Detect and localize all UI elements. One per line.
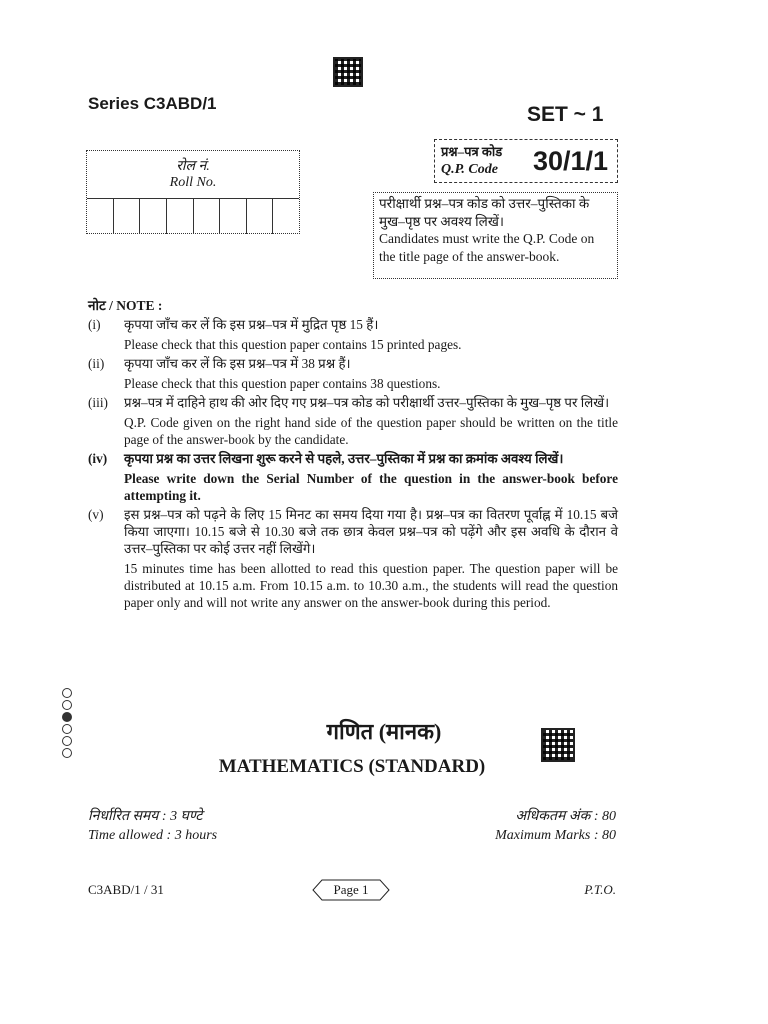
maximum-marks-hindi: अधिकतम अंक : 80 [515,809,616,824]
note-item [88,316,618,353]
note-number: (iv) [88,451,108,466]
roll-number-cells [87,198,299,234]
note-item [88,506,618,611]
roll-cell[interactable] [87,199,114,234]
footer-paper-code: C3ABD/1 / 31 [88,882,164,897]
note-number: (iii) [88,395,108,410]
note-text-hindi: कृपया जाँच कर लें कि इस प्रश्न–पत्र में मुद्रित पृष्ठ 15 हैं। [124,317,379,332]
note-title: नोट / NOTE : [88,298,163,313]
note-item [88,394,618,448]
note-text-hindi: कृपया जाँच कर लें कि इस प्रश्न–पत्र में 38 प्रश्न हैं। [124,356,351,371]
roll-label-hindi: रोल नं. [176,159,210,174]
note-text: Please write down the Serial Number of the question in the answer-book before attempting it. [124,471,618,503]
page-indicator [312,879,390,901]
set-number: SET ~ 1 [527,103,604,126]
qp-code-label-hindi: प्रश्न–पत्र कोड [441,144,503,159]
candidates-instruction-box [373,192,618,279]
roll-cell[interactable] [114,199,141,234]
time-allowed-hindi: निर्धारित समय : 3 घण्टे [88,809,203,824]
qr-code-side [541,728,575,762]
time-allowed: Time allowed : 3 hours [88,828,218,843]
maximum-marks: Maximum Marks : 80 [495,828,616,843]
qr-code-top [333,57,363,87]
roll-cell[interactable] [167,199,194,234]
candidates-instruction-hindi: परीक्षार्थी प्रश्न–पत्र कोड को उत्तर–पुस्तिका के मुख–पृष्ठ पर अवश्य लिखें। [379,196,590,229]
roll-cell[interactable] [220,199,247,234]
note-number: (ii) [88,356,105,371]
note-text-hindi: इस प्रश्न–पत्र को पढ़ने के लिए 15 मिनट का समय दिया गया है। प्रश्न–पत्र का वितरण पूर्वाह्न में 10.15 बजे किया जाएगा। 10.15 बजे से 10.30 बजे तक छात्र केवल प्रश्न–पत्र को पढ़ेंगे और इस अवधि के दौरान वे उत्तर–पुस्तिका पर कोई उत्तर नहीं लिखेंगे। [124,507,618,556]
subject-title-hindi: गणित (मानक) [326,719,442,744]
note-text: Please check that this question paper contains 38 questions. [124,376,441,391]
roll-cell[interactable] [273,199,299,234]
note-text-hindi: कृपया प्रश्न का उत्तर लिखना शुरू करने से पहले, उत्तर–पुस्तिका में प्रश्न का क्रमांक अवश्य लिखें। [124,451,564,466]
security-dot [62,700,72,710]
note-text: 15 minutes time has been allotted to read this question paper. The question paper will be distributed at 10.15 a.m. From 10.15 a.m. to 10.30 a.m., the students will read the question paper only and will not write any answer on the answer-book during this period. [124,561,618,610]
roll-cell[interactable] [194,199,221,234]
note-text-hindi: प्रश्न–पत्र में दाहिने हाथ की ओर दिए गए प्रश्न–पत्र कोड को परीक्षार्थी उत्तर–पुस्तिका के मुख–पृष्ठ पर लिखें। [124,395,610,410]
security-dot [62,688,72,698]
roll-cell[interactable] [140,199,167,234]
note-item [88,355,618,392]
qp-code-label: Q.P. Code [441,162,498,177]
roll-label: Roll No. [169,175,217,190]
series-code: Series C3ABD/1 [88,94,217,113]
please-turn-over: P.T.O. [584,882,616,897]
candidates-instruction: Candidates must write the Q.P. Code on the title page of the answer-book. [379,231,595,264]
subject-title: MATHEMATICS (STANDARD) [218,756,486,777]
note-number: (v) [88,507,104,522]
roll-cell[interactable] [247,199,274,234]
roll-number-box [86,150,300,234]
page-number: Page 1 [333,882,369,897]
note-number: (i) [88,317,101,332]
note-text: Q.P. Code given on the right hand side of the question paper should be written on the title page of the answer-book by the candidate. [124,415,618,447]
note-text: Please check that this question paper contains 15 printed pages. [124,337,462,352]
notes-list [88,316,618,613]
qp-code-value: 30/1/1 [533,146,609,176]
note-item [88,450,618,504]
qp-code-box [434,139,618,183]
